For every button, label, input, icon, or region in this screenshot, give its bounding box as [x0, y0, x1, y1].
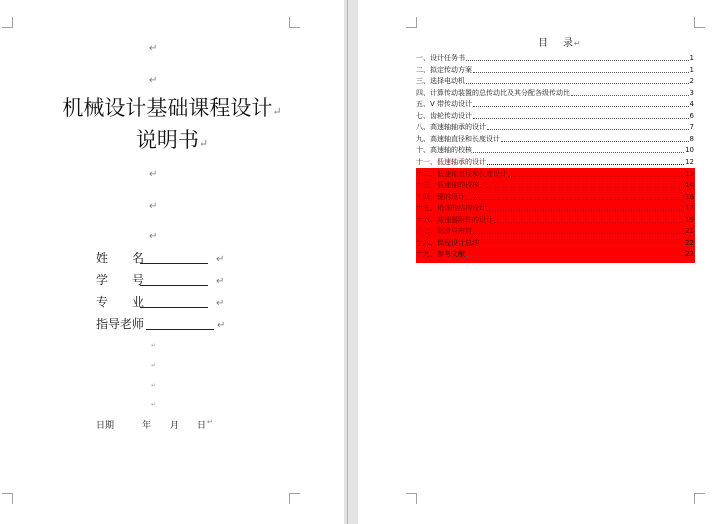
name-field[interactable]: [96, 250, 236, 266]
paragraph-mark: ↵: [149, 75, 158, 86]
toc-entry-title: 十四、键的设计: [416, 192, 465, 201]
toc-entry[interactable]: [416, 99, 694, 109]
toc-entry-page: 22: [685, 250, 694, 259]
field-label: 指导老师: [96, 317, 145, 331]
toc-entry-title: 十五、箱体的结构设计: [416, 204, 486, 213]
toc-heading-char2: 录: [563, 38, 574, 49]
paragraph-mark: ↵: [574, 39, 582, 48]
paragraph-mark: ↵: [149, 231, 158, 242]
toc-entry-title: 二、拟定传动方案: [416, 65, 472, 74]
paragraph-mark: ↵: [149, 169, 158, 180]
toc-entry-title: 十八、课程设计总结: [416, 238, 479, 247]
toc-leader-dots: [571, 95, 689, 96]
toc-entry-page: 22: [685, 238, 694, 247]
blank-line[interactable]: [140, 263, 208, 264]
toc-leader-dots: [466, 199, 684, 200]
paragraph-mark: ↵: [151, 401, 157, 408]
paragraph-mark: ↵: [151, 342, 157, 349]
advisor-field[interactable]: [96, 316, 236, 332]
paragraph-mark: ↵: [149, 201, 158, 212]
toc-entry-page: 16: [685, 192, 694, 201]
blank-line[interactable]: [140, 285, 208, 286]
toc-entry-title: 十二、低速轴直径和长度设计: [416, 169, 507, 178]
paragraph-mark: ↵: [216, 298, 225, 309]
toc-leader-dots: [494, 222, 684, 223]
field-label: 姓 名: [96, 251, 145, 265]
crop-mark-top-right: [289, 17, 300, 28]
major-field[interactable]: [96, 294, 236, 310]
toc-entry-title: 九、高速轴直径和长度设计: [416, 134, 500, 143]
paragraph-mark: ↵: [216, 276, 225, 287]
toc-entry-title: 十七、润滑与密封: [416, 227, 472, 236]
document-title: [0, 95, 344, 125]
toc-entry[interactable]: [416, 238, 694, 248]
toc-leader-dots: [473, 233, 684, 234]
toc-leader-dots: [487, 129, 689, 130]
toc-entry[interactable]: [416, 53, 694, 63]
field-label: 学 号: [96, 273, 145, 287]
student-id-field[interactable]: [96, 272, 236, 288]
toc-heading-char1: 目: [538, 38, 549, 49]
document-subtitle: [0, 127, 344, 157]
toc-leader-dots: [480, 187, 684, 188]
date-label: 日期: [96, 421, 115, 431]
paragraph-mark: ↵: [151, 382, 157, 389]
toc-entry-page: 7: [689, 123, 694, 132]
blank-line[interactable]: [140, 307, 208, 308]
toc-leader-dots: [480, 245, 684, 246]
paragraph-mark: ↵: [216, 254, 225, 265]
date-year: 年: [142, 421, 152, 431]
toc-entry-page: 1: [689, 65, 694, 74]
toc-leader-dots: [466, 60, 689, 61]
toc-entry[interactable]: [416, 157, 694, 167]
toc-leader-dots: [466, 256, 684, 257]
toc-entry[interactable]: [416, 65, 694, 75]
toc-leader-dots: [473, 106, 689, 107]
toc-entry[interactable]: [416, 215, 694, 225]
paragraph-mark: ↵: [149, 43, 158, 54]
toc-entry-page: 12: [685, 157, 694, 166]
toc-heading: [538, 34, 582, 49]
toc-leader-dots: [501, 141, 689, 142]
toc-leader-dots: [473, 72, 689, 73]
toc-entry-title: 十一、低速轴承的设计: [416, 157, 486, 166]
paragraph-mark: ↵: [272, 105, 282, 118]
crop-mark-bottom-left: [406, 493, 417, 504]
crop-mark-bottom-right: [289, 493, 300, 504]
toc-entry-title: 四、计算传动装置的总传动比及其分配各级传动比: [416, 88, 570, 97]
toc-entry-page: 1: [689, 54, 694, 62]
paragraph-mark: ↵: [151, 362, 157, 369]
paragraph-mark: ↵: [207, 418, 213, 426]
toc-entry[interactable]: [416, 249, 694, 259]
toc-entry-title: 七、齿轮传动设计: [416, 111, 472, 120]
toc-entry-title: 八、高速轴轴承的设计: [416, 123, 486, 132]
toc-entry-page: 6: [689, 111, 694, 120]
toc-entry-page: 2: [689, 77, 694, 86]
paragraph-mark: ↵: [217, 320, 226, 331]
toc-entry[interactable]: [416, 192, 694, 202]
toc-entry[interactable]: [416, 169, 694, 179]
toc-entry-title: 五、V 带传动设计: [416, 100, 473, 109]
toc-entry[interactable]: [416, 203, 694, 213]
toc-entry[interactable]: [416, 180, 694, 190]
toc-entry-title: 十九、参考文献: [416, 250, 465, 259]
toc-entry[interactable]: [416, 111, 694, 121]
document-title-line1: 机械设计基础课程设计: [62, 96, 273, 120]
blank-line[interactable]: [146, 329, 214, 330]
toc-leader-dots: [473, 118, 689, 119]
toc-entry-title: 十、高速轴的校核: [416, 146, 472, 155]
toc-entry[interactable]: [416, 226, 694, 236]
toc-leader-dots: [473, 152, 684, 153]
date-day: 日: [197, 421, 207, 431]
toc-entry-page: 3: [689, 88, 694, 97]
date-month: 月: [170, 421, 180, 431]
toc-entry-page: 4: [689, 100, 694, 109]
toc-entry-page: 17: [685, 204, 694, 213]
toc-entry[interactable]: [416, 76, 694, 86]
toc-entry-page: 8: [689, 134, 694, 143]
toc-leader-dots: [508, 176, 684, 177]
page-divider: [347, 0, 348, 524]
toc-leader-dots: [487, 164, 684, 165]
toc-entry-title: 十六、减速器附件的设计: [416, 215, 493, 224]
toc-leader-dots: [487, 210, 684, 211]
crop-mark-bottom-left: [2, 493, 13, 504]
crop-mark-top-left: [406, 17, 417, 28]
toc-entry-title: 十三、低速轴的校核: [416, 181, 479, 190]
toc-leader-dots: [466, 83, 689, 84]
toc-entry-page: 14: [685, 181, 694, 190]
toc-entry-page: 10: [685, 146, 694, 155]
crop-mark-top-right: [694, 17, 705, 28]
field-label: 专 业: [96, 295, 145, 309]
toc-entry[interactable]: [416, 88, 694, 98]
document-title-line2: 说明书: [135, 128, 199, 152]
crop-mark-top-left: [2, 17, 13, 28]
crop-mark-bottom-right: [694, 493, 705, 504]
toc-entry[interactable]: [416, 145, 694, 155]
toc-entry-page: 19: [685, 215, 694, 224]
toc-entry[interactable]: [416, 122, 694, 132]
toc-entry-title: 三、选择电动机: [416, 77, 465, 86]
paragraph-mark: ↵: [198, 137, 209, 150]
toc-entry-page: 13: [685, 169, 694, 178]
toc-entry-title: 一、设计任务书: [416, 54, 465, 62]
toc-entry-page: 21: [685, 227, 694, 236]
toc-entry[interactable]: [416, 134, 694, 144]
